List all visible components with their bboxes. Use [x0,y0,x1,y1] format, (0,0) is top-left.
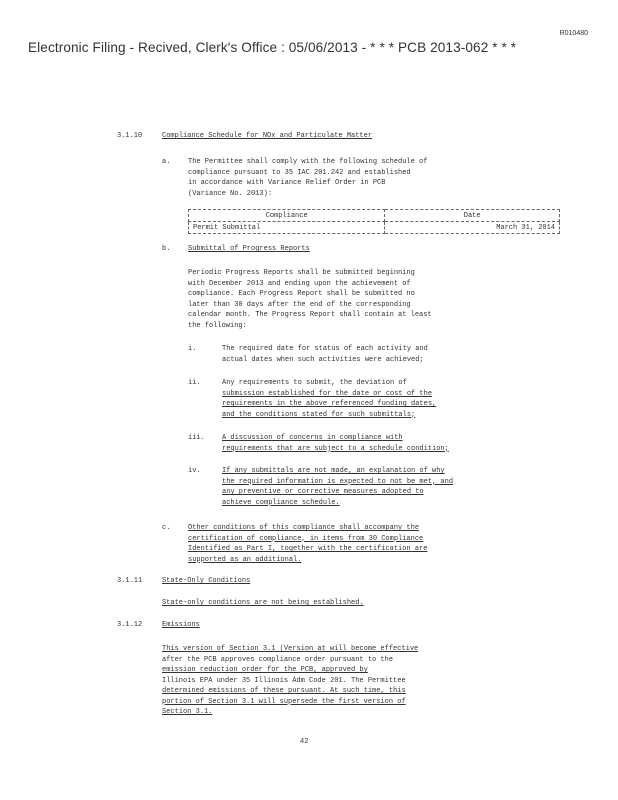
subitem-marker: i. [188,345,197,353]
section-body: State-only conditions are not being established. [162,599,364,607]
section-body: This version of Section 3.1 (Version at will become effective after the PCB approves compliance order pursuant to the emission reduction order for the PCB, approved by Illinois EPA under 35 Illinois Adm Code 201. The Permittee determined emissions of these pursuant. At such time, this portion of Section 3.1 will supersede the first version of Section 3.1. [162,645,419,716]
subitem-marker: iv. [188,467,201,475]
section-title: State-Only Conditions [162,577,251,585]
compliance-schedule-table [188,209,560,234]
subitem-text: The required date for status of each activity and actual dates when such activities were achieved; [222,345,428,364]
table-cell: Permit Submittal [189,222,385,234]
table-cell: March 31, 2014 [385,222,560,234]
table-row [189,222,560,234]
table-header-row [189,210,560,222]
electronic-filing-stamp: Electronic Filing - Recived, Clerk's Office : 05/06/2013 - * * * PCB 2013-062 * * * [28,40,517,55]
subitem-text: Any requirements to submit, the deviation of submission established for the date or cost of the requirements in the above referenced funding dates, and the conditions stated for such submittals; [222,379,437,419]
subitem-marker: ii. [188,379,201,387]
page-number: 42 [300,738,309,746]
table-header-cell: Compliance [189,210,385,222]
section-number: 3.1.10 [117,132,143,140]
subitem-text: If any submittals are not made, an explanation of why the required information is expected to not be met, and any preventive or corrective measures adopted to achieve compliance schedule. [222,467,454,507]
item-a-text: The Permittee shall comply with the following schedule of compliance pursuant to 35 IAC 201.242 and established in accordance with Variance Relief Order in PCB (Variance No. 2013): [188,158,428,198]
item-b-title: Submittal of Progress Reports [188,245,310,253]
table-header-cell: Date [385,210,560,222]
item-b-text: Periodic Progress Reports shall be submitted beginning with December 2013 and ending upon the achievement of compliance. Each Progress Report shall be submitted no later than 30 days after the end of the corresponding calendar month. The Progress Report shall contain at least the following: [188,269,432,330]
page-id-label: R010480 [559,30,588,37]
item-marker: c. [162,524,171,532]
section-number: 3.1.12 [117,621,143,629]
item-marker: a. [162,158,171,166]
section-number: 3.1.11 [117,577,143,585]
section-title: Emissions [162,621,200,629]
item-c-text: Other conditions of this compliance shall accompany the certification of compliance, in items from 30 Compliance Identified as Part I, together with the certification are supported as an additional. [188,524,428,564]
item-marker: b. [162,245,171,253]
section-title: Compliance Schedule for NOx and Particulate Matter [162,132,373,140]
subitem-text: A discussion of concerns in compliance with requirements that are subject to a schedule condition; [222,434,449,453]
subitem-marker: iii. [188,434,205,442]
